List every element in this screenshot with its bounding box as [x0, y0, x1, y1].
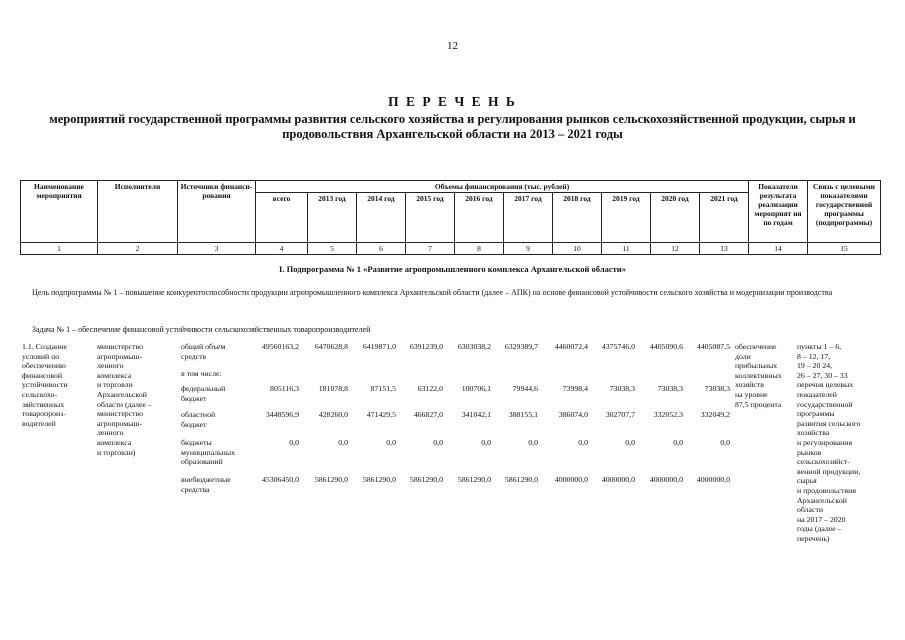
header-executors: Исполнители — [98, 181, 178, 243]
funding-source-label-line: муниципальных — [181, 447, 235, 457]
indicators-cell — [735, 342, 795, 409]
funding-value: 5861290,0 — [409, 475, 443, 484]
funding-value: 4375746,0 — [601, 342, 635, 351]
column-number: 15 — [808, 243, 881, 255]
funding-value: 5861290,0 — [314, 475, 348, 484]
executor-line: и торговли — [97, 380, 133, 390]
header-year-col: всего — [256, 193, 308, 243]
link-line: программы — [797, 409, 835, 419]
funding-value: 0,0 — [673, 438, 683, 447]
executor-line: агропромыш- — [97, 418, 143, 428]
header-volume: Объемы финансирования (тыс. рублей) — [256, 181, 749, 193]
header-year-col: 2018 год — [553, 193, 602, 243]
header-year-col: 2021 год — [700, 193, 749, 243]
indicator-line: прибыльных — [735, 361, 778, 371]
funding-source-label-line: внебюджетные — [181, 475, 231, 484]
column-number: 10 — [553, 243, 602, 255]
measure-name — [22, 342, 88, 428]
header-year-col: 2014 год — [357, 193, 406, 243]
funding-value: 73998,4 — [562, 384, 588, 393]
funding-value: 6391239,0 — [409, 342, 443, 351]
funding-value: 5861290,0 — [457, 475, 491, 484]
funding-value: 6303038,2 — [457, 342, 491, 351]
task-line: Задача № 1 – обеспечение финансовой устойчивости сельскохозяйственных товаропроизводителей — [32, 325, 371, 334]
link-line: рынков — [797, 447, 822, 457]
measure-name-line: товаропроиз- — [22, 409, 66, 419]
funding-source-label-line: средства — [181, 484, 210, 494]
funding-value: 805116,3 — [270, 384, 299, 393]
funding-value: 0,0 — [578, 438, 588, 447]
column-number: 2 — [98, 243, 178, 255]
funding-value: 4405090,6 — [649, 342, 683, 351]
funding-value: 386074,0 — [558, 410, 588, 419]
executors-cell — [97, 342, 173, 457]
funding-value: 428260,0 — [318, 410, 348, 419]
funding-source-label — [181, 369, 247, 379]
funding-value: 0,0 — [289, 438, 299, 447]
link-line: развития сельского — [797, 418, 861, 428]
column-number: 12 — [651, 243, 700, 255]
funding-source-label-line: в том числе: — [181, 369, 222, 378]
subprogram-heading: I. Подпрограмма № 1 «Развитие агропромышленного комплекса Архангельской области» — [279, 264, 626, 274]
indicator-line: 87,5 процента — [735, 399, 782, 409]
column-number: 9 — [504, 243, 553, 255]
link-line: области — [797, 505, 824, 515]
executor-line: ленного — [97, 428, 124, 438]
header-year-col: 2015 год — [406, 193, 455, 243]
funding-source-label — [181, 410, 247, 429]
column-number: 6 — [357, 243, 406, 255]
measure-name-line: водителей — [22, 418, 56, 428]
executor-line: Архангельской — [97, 389, 147, 399]
funding-value: 388155,1 — [508, 410, 538, 419]
funding-source-label-line: областной — [181, 410, 216, 419]
funding-source-label — [181, 438, 247, 467]
document-subtitle: мероприятий государственной программы развития сельского хозяйства и регулирования рынков сельскохозяйственной продукции, сырья и продовольствия Архангельской области на 2013 – 2021 годы — [49, 112, 856, 141]
funding-value: 4000000,0 — [601, 475, 635, 484]
funding-value: 73038,3 — [609, 384, 635, 393]
link-line: Архангельской — [797, 495, 847, 505]
funding-value: 73038,3 — [704, 384, 730, 393]
link-line: и продовольствия — [797, 485, 856, 495]
page-number: 12 — [447, 40, 458, 52]
funding-value: 0,0 — [528, 438, 538, 447]
column-number: 4 — [256, 243, 308, 255]
header-indicators: Показатели результата реализации мероприят ия по годам — [749, 181, 808, 243]
funding-value: 4000000,0 — [696, 475, 730, 484]
indicator-line: коллективных — [735, 370, 782, 380]
link-line: 19 – 20 24, — [797, 361, 833, 371]
funding-source-label-line: бюджеты — [181, 438, 212, 447]
column-number: 8 — [455, 243, 504, 255]
funding-value: 0,0 — [625, 438, 635, 447]
link-line: 8 – 12, 17, — [797, 351, 831, 361]
funding-value: 4405087,5 — [696, 342, 730, 351]
header-name: Наименование мероприятия — [21, 181, 98, 243]
funding-value: 0,0 — [720, 438, 730, 447]
header-year-col: 2013 год — [308, 193, 357, 243]
header-year-col: 2020 год — [651, 193, 700, 243]
link-line: годы (далее – — [797, 524, 842, 534]
link-line: на 2017 – 2020 — [797, 514, 846, 524]
link-line: сельскохозяйст- — [797, 457, 850, 467]
funding-value: 5861290,0 — [504, 475, 538, 484]
column-number: 11 — [602, 243, 651, 255]
column-number: 5 — [308, 243, 357, 255]
executor-line: ленного — [97, 361, 124, 371]
column-number: 14 — [749, 243, 808, 255]
funding-value: 0,0 — [386, 438, 396, 447]
funding-value: 6470628,8 — [314, 342, 348, 351]
funding-value: 332052,3 — [653, 410, 683, 419]
link-line: и регулирования — [797, 437, 853, 447]
funding-value: 5861290,0 — [362, 475, 396, 484]
header-link: Связь с целевыми показателями государственной программы (подпрограммы) — [808, 181, 881, 243]
funding-value: 63122,0 — [417, 384, 443, 393]
executor-line: агропромыш- — [97, 351, 143, 361]
column-number: 13 — [700, 243, 749, 255]
header-year-col: 2017 год — [504, 193, 553, 243]
link-line: перечень) — [797, 533, 830, 543]
funding-value: 181078,8 — [318, 384, 348, 393]
measure-name-line: финансовой — [22, 370, 63, 380]
funding-source-label-line: бюджет — [181, 419, 207, 429]
document-title: П Е Р Е Ч Е Н Ь — [388, 94, 517, 109]
link-line: перечня целевых — [797, 380, 854, 390]
column-number: 3 — [178, 243, 256, 255]
link-line: венной продукции, — [797, 466, 861, 476]
measure-name-line: сельскохо- — [22, 389, 58, 399]
header-table — [20, 180, 881, 255]
goal-paragraph: Цель подпрограммы № 1 – повышение конкурентоспособности продукции агропромышленного комплекса Архангельской области (далее – АПК) на основе финансовой устойчивости сельского хозяйства и модернизации производства — [32, 288, 833, 297]
measure-name-line: обеспечению — [22, 361, 66, 371]
link-line: хозяйства — [797, 428, 830, 438]
measure-name-line: зяйственных — [22, 399, 65, 409]
header-sources: Источники финанси-рования — [178, 181, 256, 243]
link-cell — [797, 342, 879, 543]
funding-source-label-line: бюджет — [181, 393, 207, 403]
measure-name-line: устойчивости — [22, 380, 68, 390]
header-year-col: 2019 год — [602, 193, 651, 243]
measure-name-line: условий по — [22, 351, 60, 361]
funding-value: 87151,5 — [370, 384, 396, 393]
funding-value: 0,0 — [338, 438, 348, 447]
funding-source-label — [181, 475, 247, 494]
funding-value: 332049,2 — [700, 410, 730, 419]
indicator-line: на уровне — [735, 389, 768, 399]
header-year-col: 2016 год — [455, 193, 504, 243]
indicator-line: обеспечение — [735, 342, 777, 351]
funding-value: 3448596,9 — [265, 410, 299, 419]
link-line: 26 – 27, 30 – 33 — [797, 370, 848, 380]
funding-value: 466827,0 — [413, 410, 443, 419]
funding-value: 100706,1 — [461, 384, 491, 393]
executor-line: комплекса — [97, 370, 132, 380]
link-line: сырья — [797, 476, 817, 486]
executor-line: комплекса — [97, 437, 132, 447]
funding-source-label-line: средств — [181, 351, 207, 361]
funding-value: 302707,7 — [605, 410, 635, 419]
link-line: государственной — [797, 399, 853, 409]
indicator-line: доли — [735, 351, 751, 361]
funding-value: 6419871,0 — [362, 342, 396, 351]
executor-line: министерство — [97, 409, 144, 419]
funding-value: 0,0 — [481, 438, 491, 447]
funding-value: 4000000,0 — [649, 475, 683, 484]
column-number: 1 — [21, 243, 98, 255]
funding-source-label-line: федеральный — [181, 384, 226, 393]
executor-line: министерство — [97, 342, 144, 351]
funding-source-label — [181, 342, 247, 361]
executor-line: и торговли) — [97, 447, 136, 457]
funding-value: 79944,6 — [512, 384, 538, 393]
funding-value: 471429,5 — [366, 410, 396, 419]
funding-source-label — [181, 384, 247, 403]
measure-name-line: 1.1. Создание — [22, 342, 67, 351]
link-line: пункты 1 – 6, — [797, 342, 842, 351]
funding-source-label-line: образований — [181, 457, 223, 467]
link-line: показателей — [797, 389, 837, 399]
executor-line: области (далее – — [97, 399, 152, 409]
funding-value: 45306450,0 — [261, 475, 299, 484]
funding-value: 341042,1 — [461, 410, 491, 419]
funding-value: 6329389,7 — [504, 342, 538, 351]
column-number: 7 — [406, 243, 455, 255]
funding-value: 0,0 — [433, 438, 443, 447]
funding-value: 4460072,4 — [554, 342, 588, 351]
indicator-line: хозяйств — [735, 380, 764, 390]
funding-value: 49560163,2 — [261, 342, 299, 351]
funding-source-label-line: общий объем — [181, 342, 226, 351]
funding-value: 73038,3 — [657, 384, 683, 393]
funding-value: 4000000,0 — [554, 475, 588, 484]
